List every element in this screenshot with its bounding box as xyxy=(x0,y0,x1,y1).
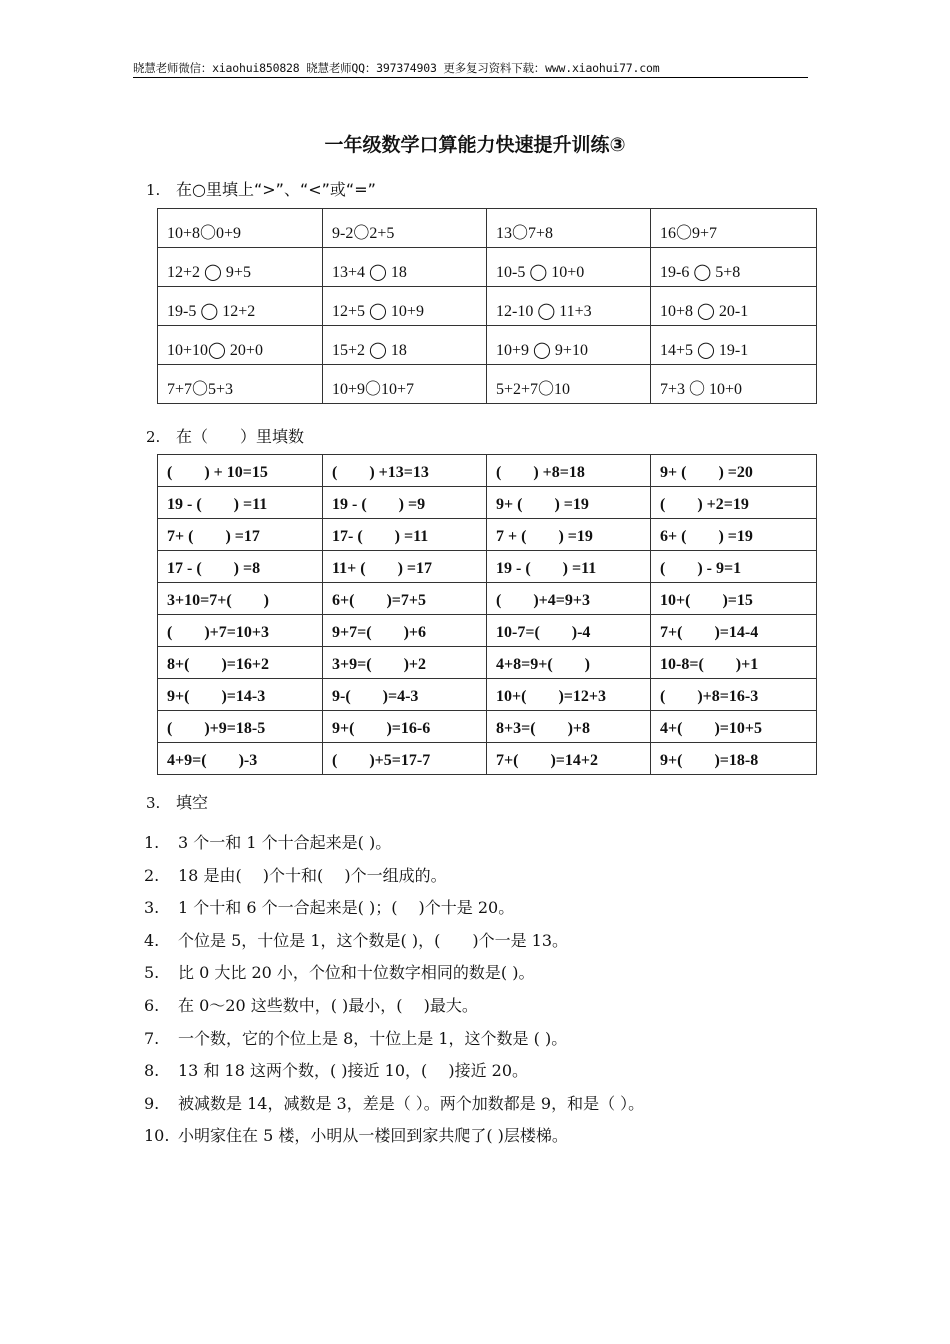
section-3-heading xyxy=(146,790,208,813)
table-cell[interactable]: ( )+9=18-5 xyxy=(158,711,323,743)
table-cell[interactable]: 19 - ( ) =11 xyxy=(158,487,323,519)
section-3-number: 3. xyxy=(146,794,161,812)
table-cell[interactable]: 9+7=( )+6 xyxy=(323,615,487,647)
list-item xyxy=(144,1026,824,1059)
fill-row xyxy=(158,551,817,583)
table-cell[interactable]: 19-5 ◯ 12+2 xyxy=(158,287,323,326)
question-number: 3. xyxy=(144,898,160,918)
table-cell[interactable]: ( )+8=16-3 xyxy=(651,679,817,711)
page-header: 晓慧老师微信：xiaohui850828 晓慧老师QQ：397374903 更多复习资料下载：www.xiaohui77.com xyxy=(133,61,660,75)
table-cell[interactable]: 4+8=9+( ) xyxy=(487,647,651,679)
table-cell[interactable]: 9-( )=4-3 xyxy=(323,679,487,711)
table-cell[interactable]: 10+9〇10+7 xyxy=(323,365,487,404)
table-cell[interactable]: 10-8=( )+1 xyxy=(651,647,817,679)
table-cell[interactable]: 16〇9+7 xyxy=(651,209,817,248)
list-item xyxy=(144,1123,824,1156)
question-number: 7. xyxy=(144,1028,160,1048)
table-cell[interactable]: 10+10◯ 20+0 xyxy=(158,326,323,365)
table-cell[interactable]: 10+8 ◯ 20-1 xyxy=(651,287,817,326)
compare-row xyxy=(158,365,817,404)
table-cell[interactable]: 10-7=( )-4 xyxy=(487,615,651,647)
list-item xyxy=(144,993,824,1026)
table-cell[interactable]: 8+3=( )+8 xyxy=(487,711,651,743)
question-number: 8. xyxy=(144,1061,160,1081)
section-2-number: 2. xyxy=(146,428,161,446)
table-cell[interactable]: 12-10 ◯ 11+3 xyxy=(487,287,651,326)
table-cell[interactable]: 9-2〇2+5 xyxy=(323,209,487,248)
question-text: 13 和 18 这两个数，( )接近 10，( )接近 20。 xyxy=(178,1061,529,1081)
list-item xyxy=(144,830,824,863)
table-cell[interactable]: 3+10=7+( ) xyxy=(158,583,323,615)
fill-row xyxy=(158,711,817,743)
question-number: 9. xyxy=(144,1093,160,1113)
fill-row xyxy=(158,487,817,519)
question-text: 小明家住在 5 楼，小明从一楼回到家共爬了( )层楼梯。 xyxy=(178,1126,568,1146)
list-item xyxy=(144,895,824,928)
table-cell[interactable]: 7+( )=14+2 xyxy=(487,743,651,775)
table-cell[interactable]: 5+2+7〇10 xyxy=(487,365,651,404)
question-text: 一个数，它的个位上是 8，十位上是 1，这个数是 ( )。 xyxy=(178,1028,568,1048)
section-1-text: 在○里填上“>”、“<”或“=” xyxy=(176,180,376,199)
table-cell[interactable]: 19 - ( ) =11 xyxy=(487,551,651,583)
table-cell[interactable]: 4+9=( )-3 xyxy=(158,743,323,775)
table-cell[interactable]: 10+9 ◯ 9+10 xyxy=(487,326,651,365)
table-cell[interactable]: 6+( )=7+5 xyxy=(323,583,487,615)
question-text: 个位是 5，十位是 1，这个数是( )，( )个一是 13。 xyxy=(178,930,569,950)
table-cell[interactable]: ( ) - 9=1 xyxy=(651,551,817,583)
list-item xyxy=(144,928,824,961)
table-cell[interactable]: 10+8〇0+9 xyxy=(158,209,323,248)
list-item xyxy=(144,863,824,896)
table-cell[interactable]: 10+( )=15 xyxy=(651,583,817,615)
fill-row xyxy=(158,743,817,775)
table-cell[interactable]: 14+5 ◯ 19-1 xyxy=(651,326,817,365)
table-cell[interactable]: 7+3 〇 10+0 xyxy=(651,365,817,404)
table-cell[interactable]: 17- ( ) =11 xyxy=(323,519,487,551)
list-item xyxy=(144,1058,824,1091)
table-cell[interactable]: 10+( )=12+3 xyxy=(487,679,651,711)
question-number: 2. xyxy=(144,865,160,885)
table-cell[interactable]: ( ) + 10=15 xyxy=(158,455,323,487)
table-cell[interactable]: 19-6 ◯ 5+8 xyxy=(651,248,817,287)
table-cell[interactable]: ( )+7=10+3 xyxy=(158,615,323,647)
table-cell[interactable]: 10-5 ◯ 10+0 xyxy=(487,248,651,287)
fill-row xyxy=(158,455,817,487)
table-cell[interactable]: 12+5 ◯ 10+9 xyxy=(323,287,487,326)
table-cell[interactable]: 7+7〇5+3 xyxy=(158,365,323,404)
question-text: 在 0～20 这些数中，( )最小，( )最大。 xyxy=(178,995,478,1015)
table-cell[interactable]: 17 - ( ) =8 xyxy=(158,551,323,583)
section-1-number: 1. xyxy=(146,181,161,199)
compare-row xyxy=(158,209,817,248)
section-2-text: 在（ ）里填数 xyxy=(176,427,305,446)
table-cell[interactable]: 6+ ( ) =19 xyxy=(651,519,817,551)
table-cell[interactable]: 11+ ( ) =17 xyxy=(323,551,487,583)
table-cell[interactable]: ( ) +8=18 xyxy=(487,455,651,487)
table-cell[interactable]: 9+( )=18-8 xyxy=(651,743,817,775)
question-text: 18 是由( )个十和( )个一组成的。 xyxy=(178,865,447,885)
question-number: 6. xyxy=(144,995,160,1015)
table-cell[interactable]: 3+9=( )+2 xyxy=(323,647,487,679)
table-cell[interactable]: 7+( )=14-4 xyxy=(651,615,817,647)
fill-row xyxy=(158,615,817,647)
table-cell[interactable]: 9+( )=16-6 xyxy=(323,711,487,743)
section-2-heading xyxy=(146,424,304,447)
compare-table xyxy=(157,208,817,404)
question-text: 1 个十和 6 个一合起来是( )；( )个十是 20。 xyxy=(178,898,515,918)
list-item xyxy=(144,1091,824,1124)
question-text: 3 个一和 1 个十合起来是( )。 xyxy=(178,833,392,852)
page-title: 一年级数学口算能力快速提升训练③ xyxy=(324,134,626,156)
table-cell[interactable]: 8+( )=16+2 xyxy=(158,647,323,679)
fill-row xyxy=(158,647,817,679)
fill-row xyxy=(158,583,817,615)
question-number: 10. xyxy=(144,1126,170,1146)
table-cell[interactable]: 12+2 ◯ 9+5 xyxy=(158,248,323,287)
table-cell[interactable]: 7+ ( ) =17 xyxy=(158,519,323,551)
table-cell[interactable]: 13+4 ◯ 18 xyxy=(323,248,487,287)
compare-row xyxy=(158,248,817,287)
section-3-text: 填空 xyxy=(176,793,209,812)
section-1-heading xyxy=(146,177,376,200)
table-cell[interactable]: 9+( )=14-3 xyxy=(158,679,323,711)
table-cell[interactable]: ( )+5=17-7 xyxy=(323,743,487,775)
header-rule xyxy=(133,77,808,78)
table-cell[interactable]: 19 - ( ) =9 xyxy=(323,487,487,519)
table-cell[interactable]: 9+ ( ) =19 xyxy=(487,487,651,519)
table-cell[interactable]: ( ) +2=19 xyxy=(651,487,817,519)
table-cell[interactable]: 9+ ( ) =20 xyxy=(651,455,817,487)
question-list xyxy=(144,830,824,1156)
question-number: 1. xyxy=(144,833,160,852)
table-cell[interactable]: ( )+4=9+3 xyxy=(487,583,651,615)
compare-row xyxy=(158,326,817,365)
table-cell[interactable]: 13〇7+8 xyxy=(487,209,651,248)
question-text: 被减数是 14，减数是 3，差是（ ）。两个加数都是 9，和是（ ）。 xyxy=(178,1093,645,1113)
table-cell[interactable]: 4+( )=10+5 xyxy=(651,711,817,743)
question-text: 比 0 大比 20 小，个位和十位数字相同的数是( )。 xyxy=(178,963,535,983)
list-item xyxy=(144,960,824,993)
table-cell[interactable]: 15+2 ◯ 18 xyxy=(323,326,487,365)
fill-row xyxy=(158,679,817,711)
table-cell[interactable]: 7 + ( ) =19 xyxy=(487,519,651,551)
question-number: 4. xyxy=(144,930,160,950)
table-cell[interactable]: ( ) +13=13 xyxy=(323,455,487,487)
fill-table xyxy=(157,454,817,775)
question-number: 5. xyxy=(144,963,160,983)
fill-row xyxy=(158,519,817,551)
compare-row xyxy=(158,287,817,326)
